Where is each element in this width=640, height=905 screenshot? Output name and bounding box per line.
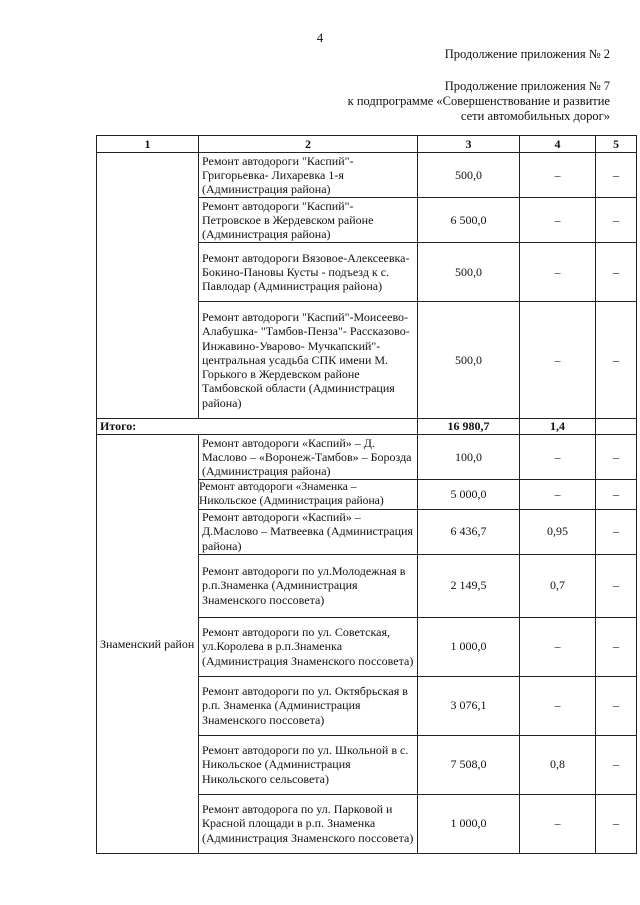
column-5-cell: – [596, 676, 637, 735]
appendix-header: Продолжение приложения № 2 [444, 47, 610, 61]
total-label: Итого: [97, 419, 418, 435]
column-4-cell: 0,7 [520, 554, 596, 617]
column-5-cell: – [596, 243, 637, 302]
road-project-name: Ремонт автодороги по ул. Советская, ул.Королева в р.п.Знаменка (Администрация Знаменского поссовета) [199, 617, 418, 676]
column-5-cell: – [596, 617, 637, 676]
amount-cell: 5 000,0 [418, 480, 520, 510]
column-4-cell: – [520, 676, 596, 735]
amount-cell: 3 076,1 [418, 676, 520, 735]
column-4-cell: – [520, 198, 596, 243]
column-number: 4 [520, 136, 596, 153]
column-number-row [97, 136, 637, 153]
road-project-name: Ремонт автодороги "Каспий"- Петровское в Жердевском районе (Администрация района) [199, 198, 418, 243]
amount-cell: 500,0 [418, 153, 520, 198]
column-4-cell: – [520, 153, 596, 198]
column-4-cell: 0,8 [520, 735, 596, 794]
road-project-name: Ремонт автодороги по ул. Школьной в с. Никольское (Администрация Никольского сельсовета) [199, 735, 418, 794]
road-project-name: Ремонт автодороги «Каспий» – Д.Маслово – Матвеевка (Администрация района) [199, 509, 418, 554]
total-amount: 16 980,7 [418, 419, 520, 435]
page-number: 4 [316, 30, 324, 45]
subheader-line: к подпрограмме «Совершенствование и развитие [347, 94, 610, 108]
column-4-cell: – [520, 480, 596, 510]
total-column-4: 1,4 [520, 419, 596, 435]
column-4-cell: 0,95 [520, 509, 596, 554]
amount-cell: 1 000,0 [418, 794, 520, 853]
amount-cell: 2 149,5 [418, 554, 520, 617]
column-4-cell: – [520, 794, 596, 853]
column-5-cell: – [596, 198, 637, 243]
column-4-cell: – [520, 435, 596, 480]
column-5-cell: – [596, 554, 637, 617]
column-number: 3 [418, 136, 520, 153]
column-number: 1 [97, 136, 199, 153]
column-5-cell: – [596, 509, 637, 554]
district-cell [97, 153, 199, 419]
column-5-cell: – [596, 794, 637, 853]
table-row [97, 435, 637, 480]
amount-cell: 100,0 [418, 435, 520, 480]
amount-cell: 500,0 [418, 302, 520, 419]
column-4-cell: – [520, 617, 596, 676]
column-number: 2 [199, 136, 418, 153]
column-4-cell: – [520, 302, 596, 419]
column-5-cell: – [596, 480, 637, 510]
road-project-name: Ремонт автодороги «Каспий» – Д. Маслово – «Воронеж-Тамбов» – Борозда (Администрация района) [199, 435, 418, 480]
column-5-cell: – [596, 153, 637, 198]
road-project-name: Ремонт автодороги «Знаменка – Никольское (Администрация района) [199, 480, 418, 510]
funding-table [96, 135, 637, 854]
column-4-cell: – [520, 243, 596, 302]
appendix-subheader [348, 79, 610, 124]
road-project-name: Ремонт автодороги "Каспий"-Моисеево- Алабушка- "Тамбов-Пенза"- Рассказово- Инжавино-Уварово- Мучкапский"- центральная усадьба СПК имени М. Горького в Жердевском районе Тамбовской области (Администрация района) [199, 302, 418, 419]
amount-cell: 1 000,0 [418, 617, 520, 676]
district-cell: Знаменский район [97, 435, 199, 854]
amount-cell: 6 500,0 [418, 198, 520, 243]
road-project-name: Ремонт автодороги по ул. Октябрьская в р.п. Знаменка (Администрация Знаменского поссовета) [199, 676, 418, 735]
road-project-name: Ремонт автодороги "Каспий"- Григорьевка- Лихаревка 1-я (Администрация района) [199, 153, 418, 198]
road-project-name: Ремонт автодороги Вязовое-Алексеевка- Бокино-Пановы Кусты - подъезд к с. Павлодар (Администрация района) [199, 243, 418, 302]
column-number: 5 [596, 136, 637, 153]
total-column-5 [596, 419, 637, 435]
column-5-cell: – [596, 302, 637, 419]
column-5-cell: – [596, 735, 637, 794]
amount-cell: 500,0 [418, 243, 520, 302]
total-row [97, 419, 637, 435]
table-row [97, 153, 637, 198]
amount-cell: 6 436,7 [418, 509, 520, 554]
subheader-line: Продолжение приложения № 7 [444, 79, 610, 93]
road-project-name: Ремонт автодороги по ул.Молодежная в р.п.Знаменка (Администрация Знаменского поссовета) [199, 554, 418, 617]
subheader-line: сети автомобильных дорог» [460, 109, 610, 123]
road-project-name: Ремонт автодорога по ул. Парковой и Красной площади в р.п. Знаменка (Администрация Знаменского поссовета) [199, 794, 418, 853]
amount-cell: 7 508,0 [418, 735, 520, 794]
column-5-cell: – [596, 435, 637, 480]
